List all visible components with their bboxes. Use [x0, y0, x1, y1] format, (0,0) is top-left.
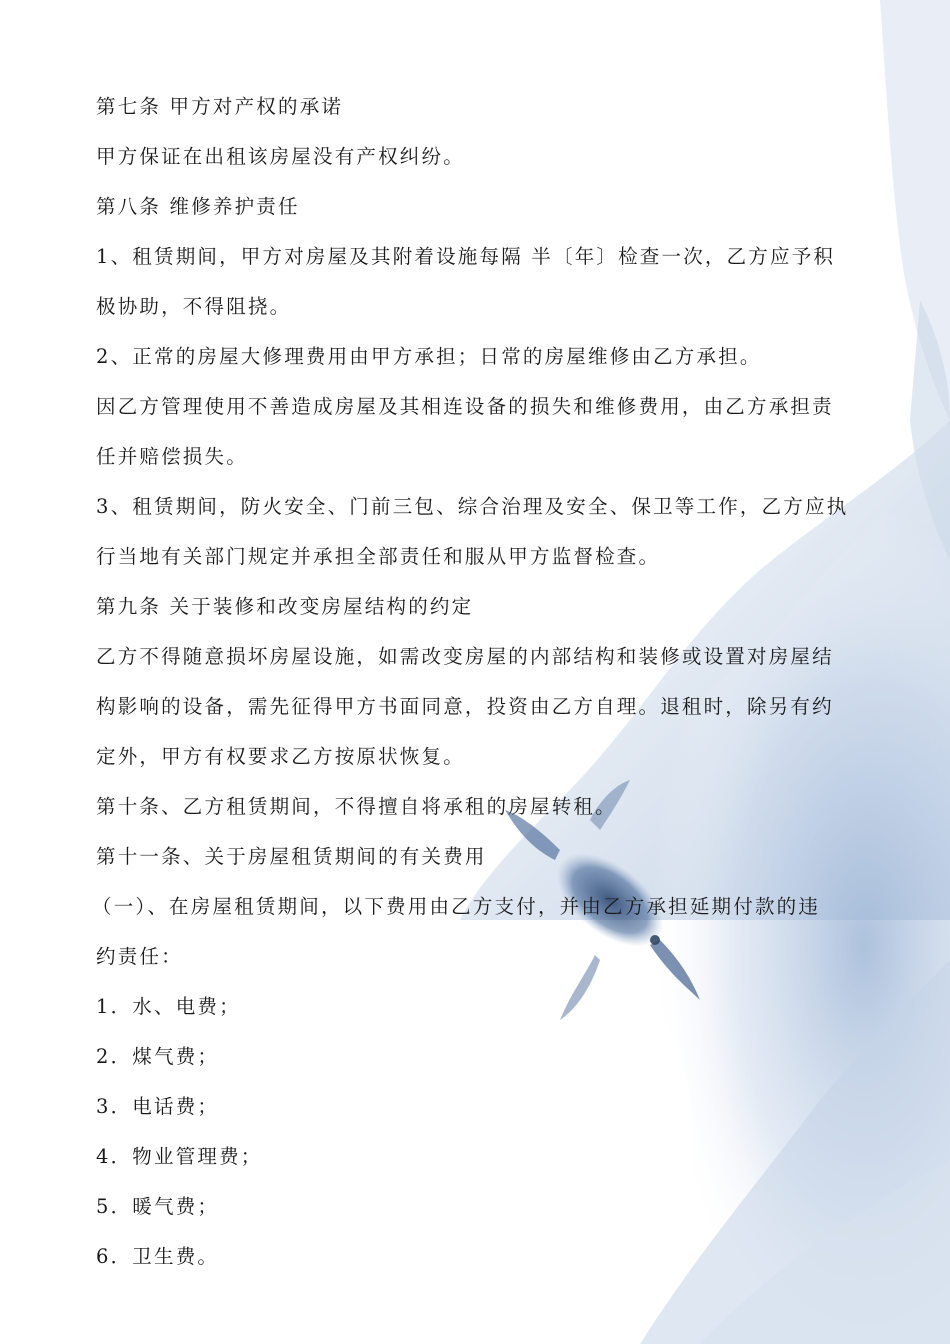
- article-8-heading: 第八条 维修养护责任: [96, 195, 300, 218]
- paragraph-line: 乙方不得随意损坏房屋设施，如需改变房屋的内部结构和装修或设置对房屋结: [96, 645, 834, 668]
- fee-list-item: 5．暖气费；: [96, 1195, 220, 1218]
- paragraph-line: 甲方保证在出租该房屋没有产权纠纷。: [96, 145, 465, 168]
- paragraph-line: 3、租赁期间，防火安全、门前三包、综合治理及安全、保卫等工作，乙方应执: [96, 495, 849, 518]
- fee-list-item: 2．煤气费；: [96, 1045, 220, 1068]
- document-body: [92, 82, 876, 1282]
- article-11-heading: 第十一条、关于房屋租赁期间的有关费用: [96, 845, 487, 868]
- paragraph-line: 行当地有关部门规定并承担全部责任和服从甲方监督检查。: [96, 545, 661, 568]
- paragraph-line: 定外，甲方有权要求乙方按原状恢复。: [96, 745, 465, 768]
- paragraph-line: 2、正常的房屋大修理费用由甲方承担；日常的房屋维修由乙方承担。: [96, 345, 762, 368]
- paragraph-line: 约责任：: [96, 945, 183, 968]
- paragraph-line: （一）、在房屋租赁期间，以下费用由乙方支付，并由乙方承担延期付款的违: [92, 895, 821, 918]
- fee-list-item: 1．水、电费；: [96, 995, 241, 1018]
- article-7-heading: 第七条 甲方对产权的承诺: [96, 95, 344, 118]
- article-10-text: 第十条、乙方租赁期间，不得擅自将承租的房屋转租。: [96, 795, 617, 818]
- paragraph-line: 任并赔偿损失。: [96, 445, 248, 468]
- fee-list-item: 4．物业管理费；: [96, 1145, 263, 1168]
- paragraph-line: 极协助，不得阻挠。: [96, 295, 292, 318]
- article-9-heading: 第九条 关于装修和改变房屋结构的约定: [96, 595, 474, 618]
- paragraph-line: 1、租赁期间，甲方对房屋及其附着设施每隔 半〔年〕检查一次，乙方应予积: [96, 245, 836, 268]
- fee-list-item: 6．卫生费。: [96, 1245, 220, 1268]
- fee-list-item: 3．电话费；: [96, 1095, 220, 1118]
- paragraph-line: 构影响的设备，需先征得甲方书面同意，投资由乙方自理。退租时，除另有约: [96, 695, 834, 718]
- paragraph-line: 因乙方管理使用不善造成房屋及其相连设备的损失和维修费用，由乙方承担责: [96, 395, 834, 418]
